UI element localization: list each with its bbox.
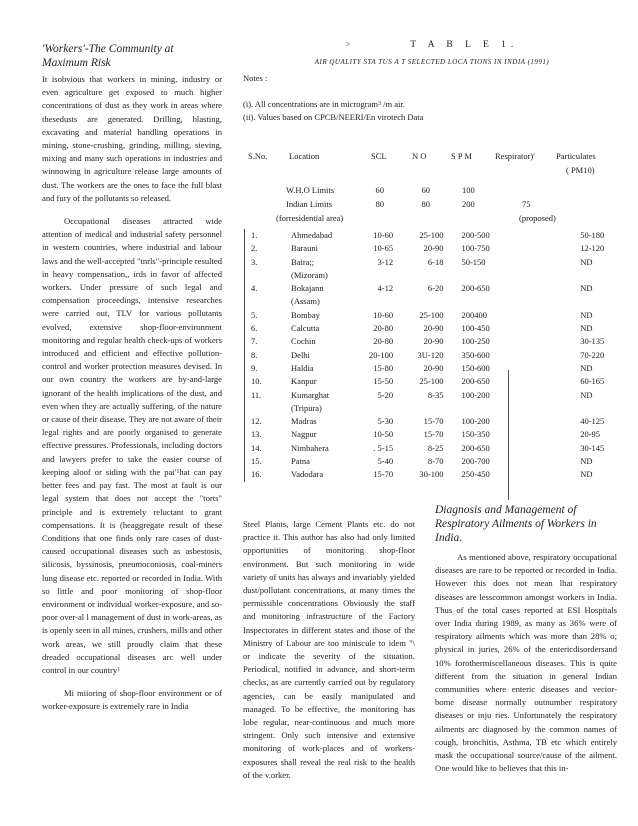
row-no: 15-70 <box>423 416 444 427</box>
row-so2 <box>350 269 393 282</box>
row-sno: 7. <box>245 335 292 348</box>
table-row <box>245 468 638 481</box>
col-header-particulates: Particulates <box>556 151 596 161</box>
row-location: Nimbahera <box>291 442 329 453</box>
row-so2: 10-65 <box>373 243 394 254</box>
row-particulates: ND <box>580 283 593 294</box>
row-so2: 5-40 <box>377 456 394 467</box>
row-particulates: 20-95 <box>580 429 601 440</box>
row-respirable <box>523 242 568 255</box>
row-spm: 100-450 <box>461 323 490 334</box>
note-1-text: (i). All concentrations are in microgram <box>243 99 379 109</box>
row-sno: 6. <box>245 322 292 335</box>
table-row <box>245 428 638 441</box>
row-so2: 10-60 <box>373 230 394 240</box>
row-respirable <box>523 428 568 441</box>
row-respirable <box>523 442 568 455</box>
row-spm: 200-650 <box>461 283 490 294</box>
row-spm: 200-500 <box>461 230 490 240</box>
row-sno <box>245 269 292 282</box>
paragraph-diagnosis: As mentioned above, respiratory occupational diseases are rare to be reported or recorded in India. However this does not mean lhat respiratory diseases are lesscommon amongst workers in India. Thus of the total cases reported at ESI Hospitals over India during 1989, as many as 36% were of respiratory ailments which was more than 28% o; physical in juries, 26% of the entericdisordersand 10% forothermiscellaneous diseases. This is quite different from the situation in general Indian communities where enteric diseases and vecior-bome disease normally outnumber respiratory diseases or inju ries. Unfortunately the respiratory ailments arc diagnosed by the common names of cough, bronchitis, Asthma, TB etc which entirely mask the occupational source/cause of the ailment. One would like to believes that this in- <box>435 552 617 774</box>
row-sno: 5. <box>245 309 292 322</box>
indian-respirable: 75 <box>522 199 531 209</box>
col-header-respirable: Respirator)' <box>495 151 535 161</box>
table-vertical-rule <box>508 370 509 500</box>
table-row <box>245 335 638 348</box>
row-sno: 10. <box>245 375 292 388</box>
section-heading-diagnosis: Diagnosis and Management of Respiratory Ailments of Workers in India. <box>435 504 597 544</box>
row-so2: 10-60 <box>373 309 394 320</box>
row-so2: 15-80 <box>373 362 394 373</box>
row-particulates <box>568 295 638 308</box>
row-location: Kanpur <box>291 376 317 387</box>
proposed-label: (proposed) <box>519 213 556 223</box>
row-respirable <box>523 309 568 322</box>
row-no: 25-100 <box>419 230 444 240</box>
row-location: Calcutta <box>291 323 320 334</box>
table-row <box>245 229 638 242</box>
row-particulates: ND <box>580 323 593 334</box>
row-no: 20-90 <box>423 362 444 373</box>
row-sno <box>245 295 292 308</box>
row-location: Bombay <box>291 309 320 320</box>
note-1-sup: 3 <box>378 101 382 107</box>
table-row <box>245 415 638 428</box>
row-sno: 16. <box>245 468 292 481</box>
row-so2: 4-12 <box>377 283 394 294</box>
row-location: (Tripura) <box>291 402 322 413</box>
row-particulates: ND <box>580 389 593 400</box>
footnote-marker-2: 1 <box>117 666 121 673</box>
row-spm: 150-600 <box>461 362 490 373</box>
table-row <box>245 402 638 415</box>
paragraph-3: Mi miioring of shop-floor environment or of worker-exposure is extremely rare in India <box>42 688 222 712</box>
row-so2: 15-50 <box>373 376 394 387</box>
row-particulates <box>568 269 638 282</box>
row-location: Vadodara <box>291 469 324 480</box>
row-location: Delhi <box>291 349 310 360</box>
table-row <box>245 309 638 322</box>
row-location: Nagpur <box>291 429 317 440</box>
row-so2: 20-80 <box>373 336 394 347</box>
row-sno: 12. <box>245 415 292 428</box>
row-spm: 100-200 <box>461 416 490 427</box>
row-particulates: ND <box>580 456 593 467</box>
note-1 <box>243 98 621 111</box>
who-no: 60 <box>421 185 430 195</box>
row-so2: 10-50 <box>373 429 394 440</box>
row-spm: 100-250 <box>461 336 490 347</box>
row-spm <box>443 295 523 308</box>
row-no: 25-100 <box>419 309 444 320</box>
row-no: 6-18 <box>427 256 444 267</box>
row-particulates: 40-125 <box>580 416 605 427</box>
section-heading-workers: 'Workers'-The Community at Maximum Risk <box>42 43 174 69</box>
row-location: Ahmedabad <box>291 230 333 240</box>
col-header-so2: SCL <box>371 151 387 161</box>
row-particulates <box>568 402 638 415</box>
table-heading <box>243 40 621 124</box>
row-no <box>393 295 443 308</box>
row-no: 15-70 <box>423 429 444 440</box>
row-spm: 250-450 <box>461 469 490 480</box>
row-so2: 15-70 <box>373 469 394 480</box>
table-subtitle: AIR QUALITY STA TUS A T SELECTED LOCA TIONS IN INDIA (1991) <box>314 58 550 66</box>
row-no: 30-100 <box>419 469 444 480</box>
row-location: Haldia <box>291 362 314 373</box>
row-so2: 20-80 <box>373 323 394 334</box>
row-location: Kumarghat <box>291 389 330 400</box>
row-particulates: ND <box>580 469 593 480</box>
row-sno: 3. <box>245 256 292 269</box>
note-2: (ii). Values based on CPCB/NEERI/En virotech Data <box>243 112 424 122</box>
table-row <box>245 322 638 335</box>
indian-spm: 200 <box>462 199 475 209</box>
row-respirable <box>523 256 568 269</box>
row-no: 25-100 <box>419 376 444 387</box>
col-header-spm: S P M <box>451 151 472 161</box>
row-respirable <box>523 295 568 308</box>
table-title-line <box>243 40 621 50</box>
row-sno: 1. <box>245 229 292 242</box>
row-so2 <box>350 295 393 308</box>
paragraph-2 <box>42 215 222 677</box>
table-notes <box>243 72 621 124</box>
row-spm: 350-600 <box>461 349 490 360</box>
row-respirable <box>523 468 568 481</box>
indian-no: 80 <box>421 199 430 209</box>
table-row <box>245 282 638 295</box>
notes-label: Notes : <box>243 73 268 83</box>
row-respirable <box>523 349 568 362</box>
indian-limits-label: Indian Limits <box>286 199 333 209</box>
table-row <box>245 375 638 388</box>
row-sno: 4. <box>245 282 292 295</box>
table-row <box>245 455 638 468</box>
row-respirable <box>523 335 568 348</box>
row-respirable <box>523 362 568 375</box>
col-header-pm10: ( PM10) <box>566 165 595 175</box>
row-spm: 200-650 <box>461 442 490 453</box>
row-no: 8-35 <box>427 389 444 400</box>
residential-area-label: (forresidential area) <box>276 213 344 223</box>
row-sno: 14. <box>245 442 292 455</box>
row-respirable <box>523 322 568 335</box>
table-row <box>245 349 638 362</box>
footnote-marker: 1 <box>176 468 180 475</box>
table-row <box>245 389 638 402</box>
row-so2: 5-20 <box>377 389 394 400</box>
indian-so2: 80 <box>375 199 384 209</box>
row-so2: . 5-15 <box>373 442 394 453</box>
row-location: Baira;; <box>291 256 315 267</box>
row-sno: 15. <box>245 455 292 468</box>
row-location: Bokajann <box>291 283 324 294</box>
row-respirable <box>523 269 568 282</box>
row-respirable <box>523 282 568 295</box>
row-no: 6-20 <box>427 283 444 294</box>
who-limits-label: W.H.O Limits <box>286 185 335 195</box>
paragraph-2-part-a: Occupational diseases attracted wide attention of medical and industrial safety personnel in western countries, where industrial and labour laws and the well-accepted "tnrls"-principle resulted in heavy compensation,, irds in favor of affected workers. Under pressure of such legal and compensation proceedings, intensive researches were carried out, TLV for various pollutants evolved, extensive shop-floor-environment monitoring and regular health check-ups of workers introduced and efficient and effective pollution-control and worker protection measures devised. In our own country the workers are by-and-large ignorant of the health implications of the dust, and even when they are actually suffering, of the nature or cause of their disease. They are not aware of their legal rights and are poorly organised to generate effective pressures. Professionals, including doctors and lawyers prefer to take the easier course of keeping aloof or siding with the pai' <box>42 216 223 477</box>
row-no: 8-70 <box>427 456 444 467</box>
row-spm: 150-350 <box>461 429 490 440</box>
row-sno: 8. <box>245 349 292 362</box>
row-particulates: ND <box>580 256 593 267</box>
row-particulates: ND <box>580 309 593 320</box>
row-respirable <box>523 389 568 402</box>
paragraph-monitoring: Steel Plants, large Cement Plants etc. do not practice it. This author has also had only limited opportunities of monitoring shop-floor environment. But such monitoring in wide variety of units has always and invariably yielded dust/pollutant concentrations, at many times the permissible concentrations Obviously the staff and monitoring infrastructure of the Factory Inspectorates in different states and those of the Ministry of Labour are too miniscule to idem "\ or indicate the severity of the situation. Periodical, notified in advance, and short-term checks, as are currently carried out by regulatory agencies, can be easily manipulated and managed. To be effective, the monitoring has lobe regular, near-continuous and much more stringent. Only such intensive and extensive monitoring of work-places and of workers-exposures shall reveal the real risk to the health of the v.orker. <box>243 519 415 780</box>
who-so2: 60 <box>375 185 384 195</box>
row-sno <box>245 402 292 415</box>
row-no: 3U-120 <box>417 349 444 360</box>
row-spm <box>443 269 523 282</box>
table-row <box>245 242 638 255</box>
row-no: 8-25 <box>427 442 444 453</box>
arrow-mark: > <box>345 40 351 49</box>
who-spm: 100 <box>462 185 475 195</box>
row-sno: 13. <box>245 428 292 441</box>
row-respirable <box>523 402 568 415</box>
row-so2 <box>350 402 393 415</box>
row-so2: 20-100 <box>369 349 394 360</box>
air-quality-table <box>244 229 638 482</box>
row-particulates: 50-180 <box>580 230 605 240</box>
col-header-location: Location <box>289 151 320 161</box>
row-location: Barauni <box>291 243 318 254</box>
row-spm <box>443 402 523 415</box>
row-location: Cochin <box>291 336 316 347</box>
note-1-end: /m air. <box>383 99 405 109</box>
row-particulates: ND <box>580 362 593 373</box>
table-row <box>245 442 638 455</box>
col-header-sno: S.No. <box>248 151 268 161</box>
row-respirable <box>523 415 568 428</box>
paragraph-1: It isobvious that workers in mining, industry or even agriculture get exposed to much higher concentrations of dust as they work in areas where thesedusts are generated. Drilling, blasting, excavating and material handling operations in mining, stone-crushing, grinding, milling, sieving, mixing and many such operations in industries and winnowing in agriculture release large amounts of dust. The workers are the ones to face the full blast and fury of the pollutants so released. <box>42 74 222 203</box>
row-so2: 5-30 <box>377 416 394 427</box>
middle-column <box>243 518 415 786</box>
row-location: Madras <box>291 416 317 427</box>
paragraph-2-part-b: hat can pay better fees and pay fast. The most at fault is our legal system that does not accept the "torts" principle and is extremely reluctant to grant compensations. It is (heaggregate result of these Conditions that one finds only rare cases of dust-caused occupational diseases such as asbestosis, silicosis, byssinosis, pneumoconiosis, coal-miners lung disease etc. reported or recorded in India. With so little and poor monitoring of shop-floor environment or individual worker-exposure, and so-poor over-al l management of dust in work-areas, as is openly seen in all mines, crushers, mills and other work areas, we still proudly claim that these dreaded occupational diseases arc well under control in our country <box>42 466 222 675</box>
row-respirable <box>523 375 568 388</box>
row-spm: 100-750 <box>461 243 490 254</box>
row-spm: 200400 <box>461 309 487 320</box>
table-row <box>245 269 638 282</box>
row-respirable <box>523 229 568 242</box>
table-row <box>245 362 638 375</box>
row-no: 20-90 <box>423 323 444 334</box>
row-no <box>393 402 443 415</box>
table-row <box>245 295 638 308</box>
left-column <box>42 42 222 718</box>
row-no: 20-90 <box>423 243 444 254</box>
right-column <box>435 503 617 779</box>
row-no <box>393 269 443 282</box>
row-location: Patna <box>291 456 310 467</box>
row-particulates: 30-135 <box>580 336 605 347</box>
row-particulates: 12-120 <box>580 243 605 254</box>
row-sno: 11. <box>245 389 292 402</box>
row-particulates: 70-220 <box>580 349 605 360</box>
row-respirable <box>523 455 568 468</box>
row-location: (Assam) <box>291 296 320 307</box>
row-location: (Mizoram) <box>291 269 328 280</box>
row-spm: 200-650 <box>461 376 490 387</box>
table-title: T A B L E 1. <box>410 40 519 50</box>
row-spm: 200-700 <box>461 456 490 467</box>
row-so2: 3-12 <box>377 256 394 267</box>
row-sno: 9. <box>245 362 292 375</box>
col-header-no: N O <box>412 151 427 161</box>
row-sno: 2. <box>245 242 292 255</box>
row-no: 20-90 <box>423 336 444 347</box>
row-particulates: 60-165 <box>580 376 605 387</box>
row-spm: 100-200 <box>461 389 490 400</box>
table-row <box>245 256 638 269</box>
row-particulates: 30-145 <box>580 442 605 453</box>
row-spm: 50-150 <box>461 256 486 267</box>
